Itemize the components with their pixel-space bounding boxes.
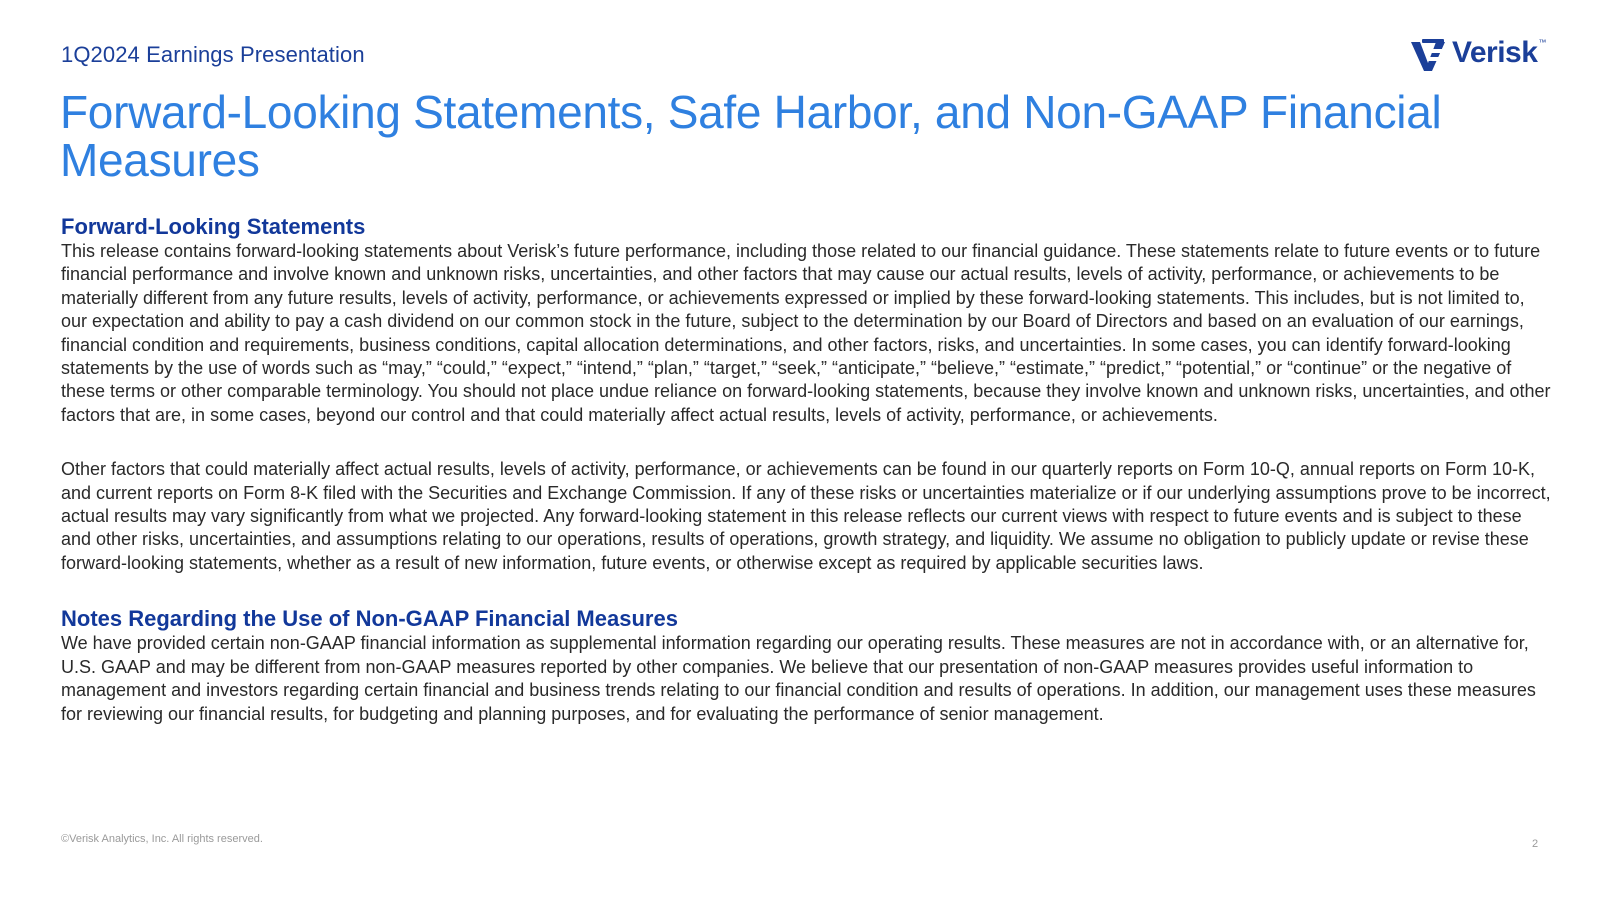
forward-looking-paragraph-1: This release contains forward-looking statements about Verisk’s future performance, including those related to our financial guidance. These statements relate to future events or to future financial performance and involve known and unknown risks, uncertainties, and other factors that may cause our actual results, levels of activity, performance, or achievements to be materially different from any future results, levels of activity, performance, or achievements expressed or implied by these forward-looking statements. This includes, but is not limited to, our expectation and ability to pay a cash dividend on our common stock in the future, subject to the determination by our Board of Directors and based on an evaluation of our earnings, financial condition and requirements, business conditions, capital allocation determinations, and other factors, risks, and uncertainties. In some cases, you can identify forward-looking statements by the use of words such as “may,” “could,” “expect,” “intend,” “plan,” “target,” “seek,” “anticipate,” “believe,” “estimate,” “predict,” “potential,” or “continue” or the negative of these terms or other comparable terminology. You should not place undue reliance on forward-looking statements, because they involve known and unknown risks, uncertainties, and other factors that are, in some cases, beyond our control and that could materially affect actual results, levels of activity, performance, or achievements.: [61, 241, 1551, 425]
content-body: [61, 214, 1551, 726]
logo-trademark: ™: [1538, 38, 1547, 47]
non-gaap-paragraph: We have provided certain non-GAAP financial information as supplemental information regarding our operating results. These measures are not in accordance with, or an alternative for, U.S. GAAP and may be different from non-GAAP measures reported by other companies. We believe that our presentation of non-GAAP measures provides useful information to management and investors regarding certain financial and business trends relating to our financial condition and results of operations. In addition, our management uses these measures for reviewing our financial results, for budgeting and planning purposes, and for evaluating the performance of senior management.: [61, 633, 1536, 724]
forward-looking-heading: Forward-Looking Statements: [61, 214, 366, 239]
verisk-logo: [1408, 30, 1548, 76]
forward-looking-paragraph-2: Other factors that could materially affect actual results, levels of activity, performance, or achievements can be found in our quarterly reports on Form 10-Q, annual reports on Form 10-K, and current reports on Form 8-K filed with the Securities and Exchange Commission. If any of these risks or uncertainties materialize or if our underlying assumptions prove to be incorrect, actual results may vary significantly from what we projected. Any forward-looking statement in this release reflects our current views with respect to future events and is subject to these and other risks, uncertainties, and assumptions relating to our operations, results of operations, growth strategy, and liquidity. We assume no obligation to publicly update or revise these forward-looking statements, whether as a result of new information, future events, or otherwise except as required by applicable securities laws.: [61, 459, 1551, 573]
verisk-logo-mark-icon: [1408, 33, 1448, 73]
logo-wordmark: Verisk: [1452, 36, 1538, 69]
non-gaap-heading: Notes Regarding the Use of Non-GAAP Financial Measures: [61, 606, 678, 632]
presentation-label: 1Q2024 Earnings Presentation: [61, 42, 365, 67]
footer-copyright: ©Verisk Analytics, Inc. All rights reserved.: [61, 833, 263, 845]
page-title: Forward-Looking Statements, Safe Harbor, and Non-GAAP Financial Measures: [60, 86, 1442, 186]
page-number: 2: [1532, 838, 1539, 850]
